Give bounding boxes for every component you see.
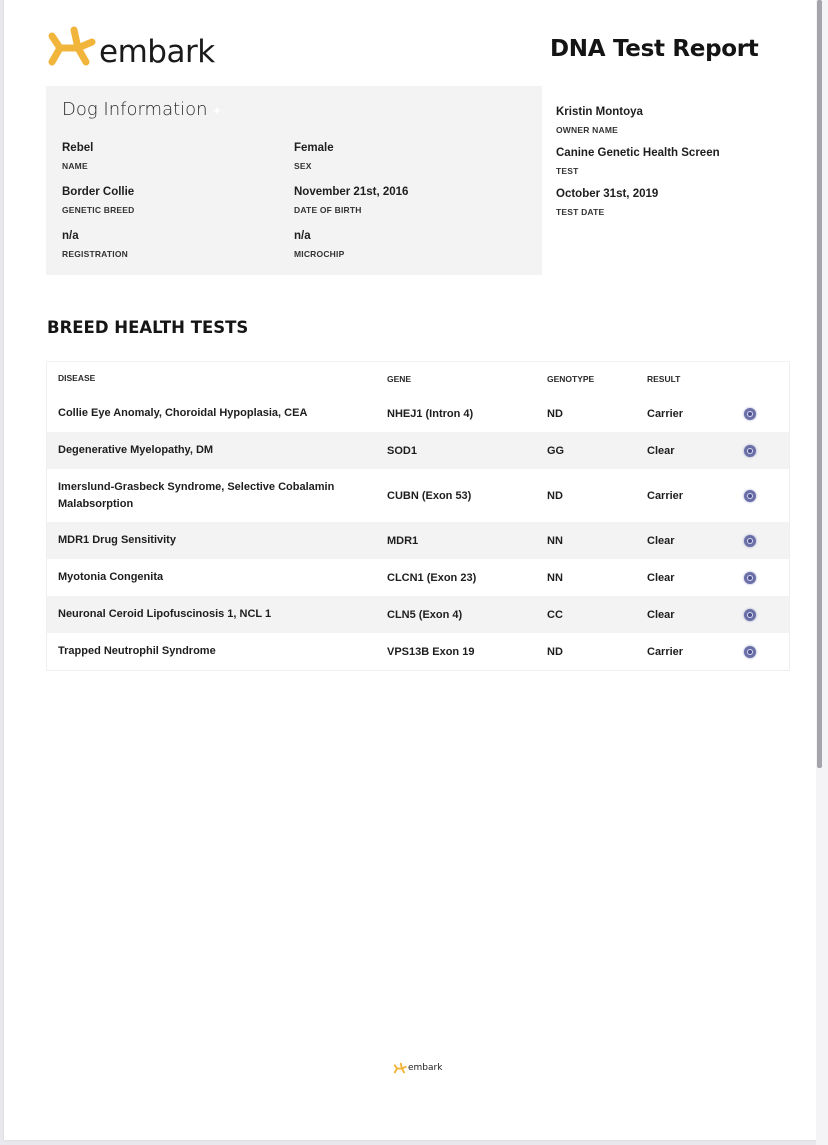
- result-cell: Carrier: [647, 407, 684, 420]
- column-header-disease: DISEASE: [58, 373, 96, 383]
- genotype-cell: ND: [547, 407, 563, 420]
- genetic-breed-field: [62, 186, 135, 215]
- table-row: [47, 469, 789, 522]
- owner-name-label: OWNER NAME: [556, 125, 618, 135]
- info-icon[interactable]: [744, 646, 756, 658]
- test-field: [556, 147, 720, 176]
- disease-cell: Collie Eye Anomaly, Choroidal Hypoplasia, CEA: [58, 407, 308, 419]
- disease-cell: Neuronal Ceroid Lipofuscinosis 1, NCL 1: [58, 608, 272, 620]
- table-row: [47, 633, 789, 670]
- disease-cell: Imerslund-Grasbeck Syndrome, Selective Cobalamin Malabsorption: [58, 480, 335, 510]
- microchip-field: [294, 230, 344, 259]
- table-row: [47, 559, 789, 596]
- info-icon[interactable]: [744, 490, 756, 502]
- embark-logo-text: embark: [99, 34, 215, 70]
- table-header: [47, 362, 789, 395]
- info-icon[interactable]: [744, 408, 756, 420]
- info-icon[interactable]: [744, 445, 756, 457]
- test-date-field: [556, 188, 720, 217]
- genetic-breed-label: GENETIC BREED: [62, 205, 135, 215]
- embark-logo: [46, 22, 215, 70]
- genotype-cell: ND: [547, 489, 563, 502]
- date-of-birth-label: DATE OF BIRTH: [294, 205, 362, 215]
- embark-logo-icon: [46, 24, 96, 68]
- footer-logo-text: embark: [408, 1063, 443, 1073]
- table-row: [47, 432, 789, 469]
- genotype-cell: NN: [547, 534, 563, 547]
- owner-name-value: Kristin Montoya: [556, 106, 643, 118]
- genotype-cell: GG: [547, 444, 565, 457]
- date-of-birth-value: November 21st, 2016: [294, 186, 409, 198]
- date-of-birth-field: [294, 186, 408, 215]
- table-row: [47, 596, 789, 633]
- dog-name-label: NAME: [62, 161, 88, 171]
- info-icon[interactable]: [744, 535, 756, 547]
- genotype-cell: NN: [547, 571, 563, 584]
- footer-embark-logo: [393, 1062, 442, 1074]
- sparkle-icon: ✦: [212, 104, 223, 118]
- dog-sex-label: SEX: [294, 161, 312, 171]
- dog-name-value: Rebel: [62, 142, 94, 154]
- breed-health-tests-title: BREED HEALTH TESTS: [47, 318, 249, 337]
- genotype-cell: ND: [547, 645, 563, 658]
- report-title: DNA Test Report: [550, 36, 759, 62]
- result-cell: Clear: [647, 571, 675, 584]
- dog-sex-field: [294, 142, 334, 171]
- table-row: [47, 522, 789, 559]
- microchip-value: n/a: [294, 230, 311, 242]
- test-value: Canine Genetic Health Screen: [556, 147, 720, 159]
- gene-cell: CLCN1 (Exon 23): [387, 571, 477, 584]
- gene-cell: CLN5 (Exon 4): [387, 608, 463, 621]
- dog-information-card: [46, 86, 542, 275]
- registration-field: [62, 230, 128, 259]
- info-icon[interactable]: [744, 572, 756, 584]
- gene-cell: CUBN (Exon 53): [387, 489, 472, 502]
- report-page: [4, 0, 820, 1140]
- info-icon[interactable]: [744, 609, 756, 621]
- dog-information-title: Dog Information: [62, 99, 208, 120]
- column-header-gene: GENE: [387, 373, 412, 384]
- result-cell: Clear: [647, 534, 675, 547]
- dog-name-field: [62, 142, 93, 171]
- registration-label: REGISTRATION: [62, 249, 128, 259]
- gene-cell: NHEJ1 (Intron 4): [387, 407, 474, 420]
- result-cell: Clear: [647, 608, 675, 621]
- disease-cell: MDR1 Drug Sensitivity: [58, 534, 176, 546]
- disease-cell: Myotonia Congenita: [58, 571, 164, 583]
- test-date-label: TEST DATE: [556, 207, 605, 217]
- dog-sex-value: Female: [294, 142, 334, 154]
- breed-health-tests-table: [46, 361, 790, 671]
- owner-information: [556, 106, 720, 229]
- registration-value: n/a: [62, 230, 79, 242]
- microchip-label: MICROCHIP: [294, 249, 345, 259]
- test-date-value: October 31st, 2019: [556, 188, 659, 200]
- disease-cell: Trapped Neutrophil Syndrome: [58, 645, 216, 657]
- gene-cell: MDR1: [387, 534, 419, 547]
- embark-logo-icon: [393, 1062, 407, 1074]
- genotype-cell: CC: [547, 608, 563, 621]
- table-row: [47, 395, 789, 432]
- disease-cell: Degenerative Myelopathy, DM: [58, 444, 214, 456]
- genetic-breed-value: Border Collie: [62, 186, 135, 198]
- column-header-result: RESULT: [647, 373, 681, 384]
- gene-cell: VPS13B Exon 19: [387, 645, 475, 658]
- column-header-genotype: GENOTYPE: [547, 373, 595, 384]
- result-cell: Carrier: [647, 645, 684, 658]
- owner-name-field: [556, 106, 720, 135]
- result-cell: Carrier: [647, 489, 684, 502]
- gene-cell: SOD1: [387, 444, 417, 457]
- test-label: TEST: [556, 166, 579, 176]
- result-cell: Clear: [647, 444, 675, 457]
- scrollbar-thumb[interactable]: [817, 0, 822, 768]
